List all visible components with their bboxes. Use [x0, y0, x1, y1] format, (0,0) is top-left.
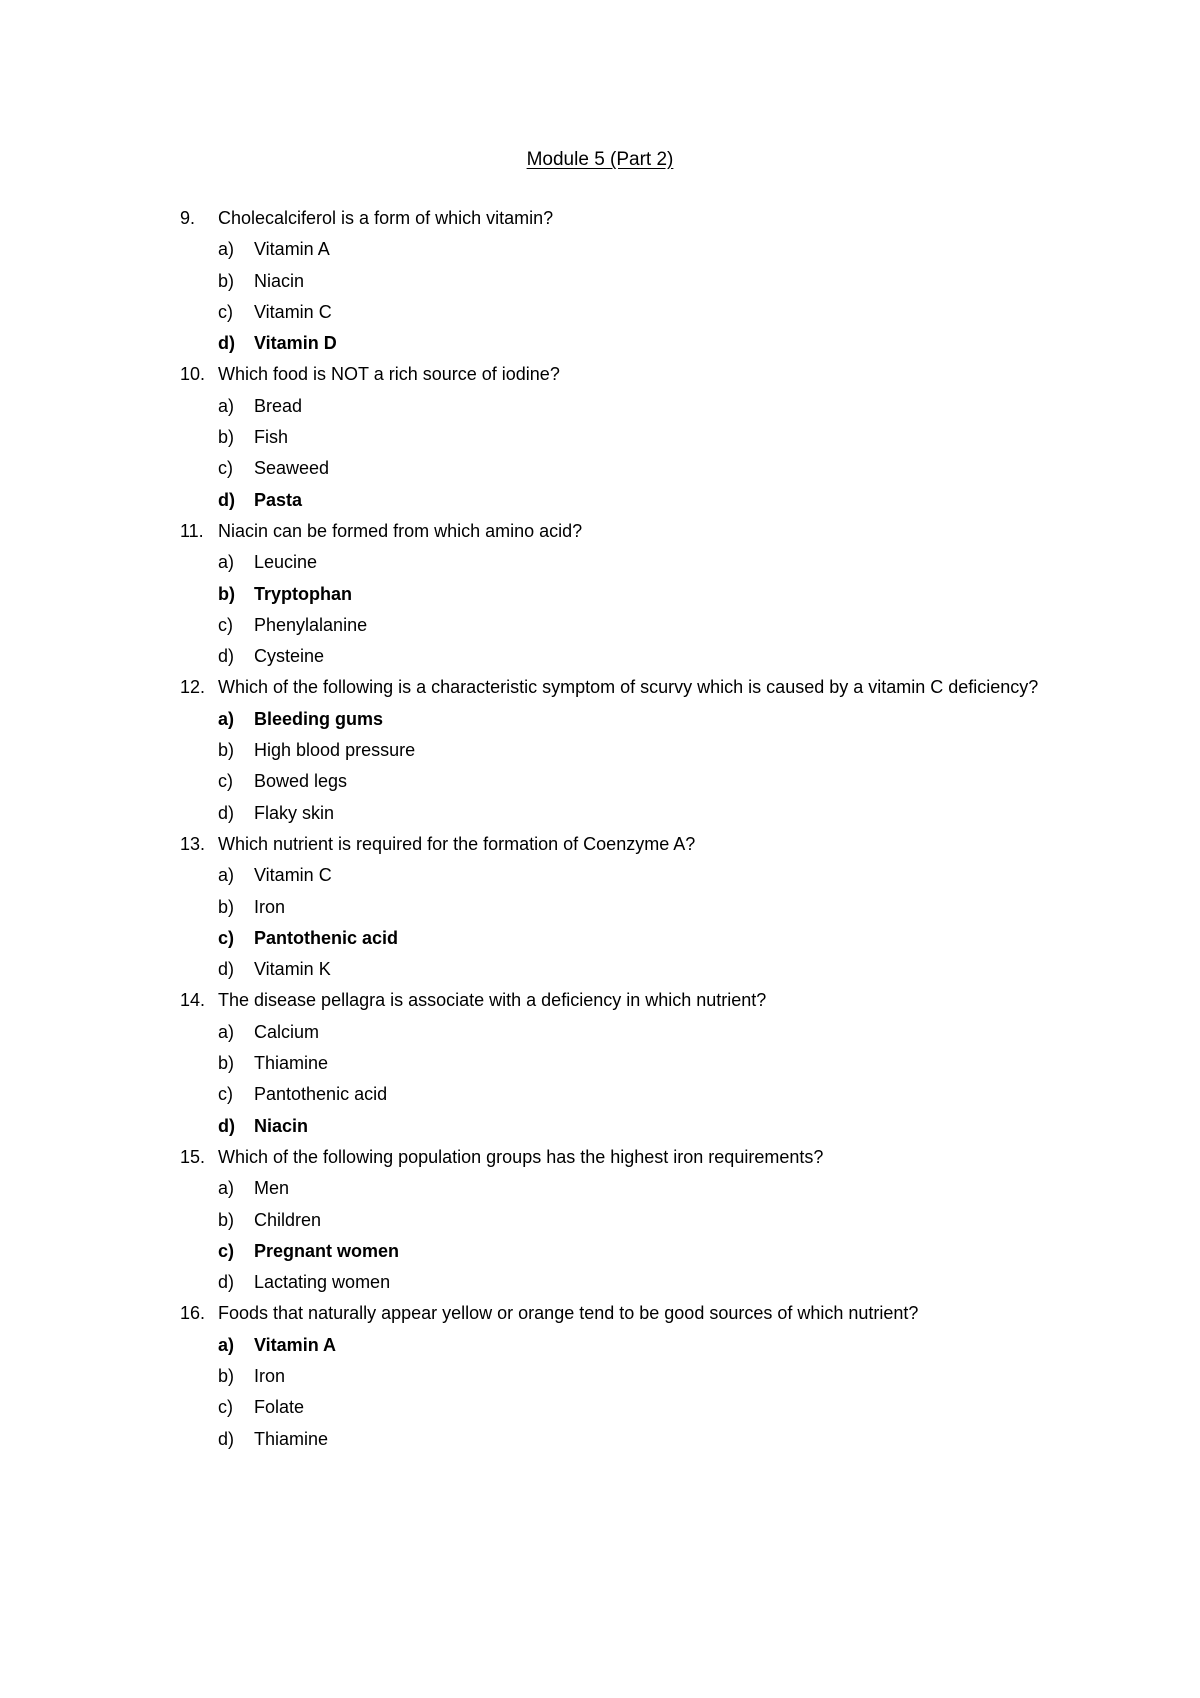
answer-option [218, 892, 1080, 923]
option-letter: c) [218, 614, 233, 635]
question-item [180, 985, 1080, 1141]
option-letter: b) [218, 427, 235, 448]
question-text: Cholecalciferol is a form of which vitamin? [218, 208, 554, 228]
answer-option [218, 234, 1080, 265]
option-text: Vitamin K [254, 959, 331, 980]
option-list [180, 1017, 1080, 1142]
question-line [180, 359, 1080, 390]
option-letter: b) [218, 1209, 235, 1230]
question-text: Which of the following is a characteristic symptom of scurvy which is caused by a vitamin C deficiency? [218, 677, 1039, 698]
question-number: 16. [180, 1303, 206, 1324]
option-letter: d) [218, 959, 235, 980]
option-text: Pasta [254, 489, 303, 510]
question-list [180, 203, 1080, 1455]
option-text: High blood pressure [254, 740, 416, 761]
answer-option [218, 798, 1080, 829]
question-number: 11. [180, 520, 204, 541]
answer-option-correct [218, 704, 1080, 735]
question-item [180, 672, 1080, 828]
question-line [180, 985, 1080, 1016]
question-text: Foods that naturally appear yellow or orange tend to be good sources of which nutrient? [218, 1303, 919, 1324]
answer-option [218, 735, 1080, 766]
answer-option [218, 547, 1080, 578]
option-list [180, 1173, 1080, 1298]
question-text: Which of the following population groups has the highest iron requirements? [218, 1146, 824, 1167]
option-letter: c) [218, 1084, 233, 1105]
option-letter: d) [218, 1115, 235, 1136]
answer-option [218, 1424, 1080, 1455]
option-letter: b) [218, 896, 235, 917]
option-letter: a) [218, 865, 235, 886]
answer-option [218, 1079, 1080, 1110]
answer-option [218, 1267, 1080, 1298]
question-text: Which nutrient is required for the formation of Coenzyme A? [218, 833, 696, 854]
option-letter: b) [218, 1365, 235, 1386]
answer-option [218, 1361, 1080, 1392]
answer-option-correct [218, 1111, 1080, 1142]
question-text: Niacin can be formed from which amino acid? [218, 520, 583, 541]
question-line [180, 829, 1080, 860]
option-text: Thiamine [254, 1053, 329, 1074]
question-line [180, 1142, 1080, 1173]
option-text: Fish [254, 427, 289, 448]
question-line [180, 516, 1080, 547]
answer-option [218, 954, 1080, 985]
answer-option [218, 453, 1080, 484]
option-list [180, 234, 1080, 359]
option-letter: a) [218, 1178, 235, 1199]
question-item [180, 1298, 1080, 1454]
option-letter: d) [218, 802, 235, 823]
option-text: Men [254, 1178, 290, 1199]
answer-option [218, 1048, 1080, 1079]
option-text: Pregnant women [254, 1240, 400, 1261]
option-text: Vitamin A [254, 239, 330, 260]
option-text: Pantothenic acid [254, 927, 399, 948]
answer-option [218, 1173, 1080, 1204]
answer-option [218, 1017, 1080, 1048]
option-letter: d) [218, 1428, 235, 1449]
question-item [180, 516, 1080, 672]
option-text: Phenylalanine [254, 614, 368, 635]
answer-option-correct [218, 328, 1080, 359]
option-text: Vitamin D [254, 333, 337, 354]
question-number: 12. [180, 677, 206, 698]
answer-option [218, 266, 1080, 297]
option-letter: c) [218, 1240, 235, 1261]
question-number: 15. [180, 1146, 206, 1167]
answer-option-correct [218, 1236, 1080, 1267]
option-letter: d) [218, 1272, 235, 1293]
option-text: Flaky skin [254, 802, 335, 823]
option-text: Lactating women [254, 1272, 391, 1293]
option-letter: a) [218, 395, 235, 416]
question-text: The disease pellagra is associate with a deficiency in which nutrient? [218, 990, 767, 1011]
answer-option-correct [218, 923, 1080, 954]
option-letter: d) [218, 333, 235, 354]
option-letter: c) [218, 458, 233, 479]
option-text: Calcium [254, 1021, 320, 1042]
question-item [180, 829, 1080, 985]
option-letter: c) [218, 927, 235, 948]
question-number: 10. [180, 364, 206, 385]
option-text: Bowed legs [254, 771, 348, 792]
option-text: Thiamine [254, 1428, 329, 1449]
option-text: Iron [254, 896, 286, 917]
option-letter: c) [218, 301, 233, 322]
answer-option [218, 1205, 1080, 1236]
answer-option [218, 766, 1080, 797]
question-item [180, 1142, 1080, 1298]
option-text: Cysteine [254, 646, 325, 667]
answer-option-correct [218, 485, 1080, 516]
option-text: Vitamin C [254, 301, 332, 322]
option-letter: d) [218, 646, 235, 667]
option-list [180, 704, 1080, 829]
question-number: 13. [180, 833, 206, 854]
page-title: Module 5 (Part 2) [526, 149, 674, 170]
option-letter: a) [218, 1021, 235, 1042]
option-text: Iron [254, 1365, 286, 1386]
answer-option-correct [218, 579, 1080, 610]
answer-option [218, 391, 1080, 422]
option-letter: c) [218, 771, 233, 792]
answer-option [218, 610, 1080, 641]
option-letter: b) [218, 1053, 235, 1074]
option-text: Vitamin A [254, 1334, 337, 1355]
answer-option-correct [218, 1330, 1080, 1361]
option-list [180, 391, 1080, 516]
answer-option [218, 641, 1080, 672]
option-text: Vitamin C [254, 865, 332, 886]
option-list [180, 860, 1080, 985]
option-text: Folate [254, 1397, 305, 1418]
option-letter: b) [218, 270, 235, 291]
option-letter: b) [218, 583, 235, 604]
option-list [180, 547, 1080, 672]
question-line [180, 203, 1080, 234]
option-text: Leucine [254, 552, 318, 573]
option-text: Niacin [254, 270, 305, 291]
option-list [180, 1330, 1080, 1455]
question-number: 9. [180, 208, 196, 228]
question-item [180, 203, 1080, 359]
answer-option [218, 422, 1080, 453]
option-text: Tryptophan [254, 583, 352, 604]
option-letter: b) [218, 740, 235, 761]
question-number: 14. [180, 990, 206, 1011]
answer-option [218, 297, 1080, 328]
option-letter: a) [218, 552, 235, 573]
option-text: Niacin [254, 1115, 309, 1136]
question-line [180, 1298, 1080, 1329]
option-text: Bread [254, 395, 303, 416]
question-item [180, 359, 1080, 515]
option-text: Bleeding gums [254, 708, 384, 729]
option-letter: a) [218, 708, 235, 729]
option-letter: a) [218, 1334, 235, 1355]
option-letter: d) [218, 489, 235, 510]
question-line [180, 672, 1080, 703]
option-text: Seaweed [254, 458, 330, 479]
option-text: Pantothenic acid [254, 1084, 388, 1105]
answer-option [218, 1392, 1080, 1423]
option-letter: a) [218, 239, 235, 260]
option-letter: c) [218, 1397, 233, 1418]
answer-option [218, 860, 1080, 891]
option-text: Children [254, 1209, 322, 1230]
question-text: Which food is NOT a rich source of iodine? [218, 364, 560, 385]
